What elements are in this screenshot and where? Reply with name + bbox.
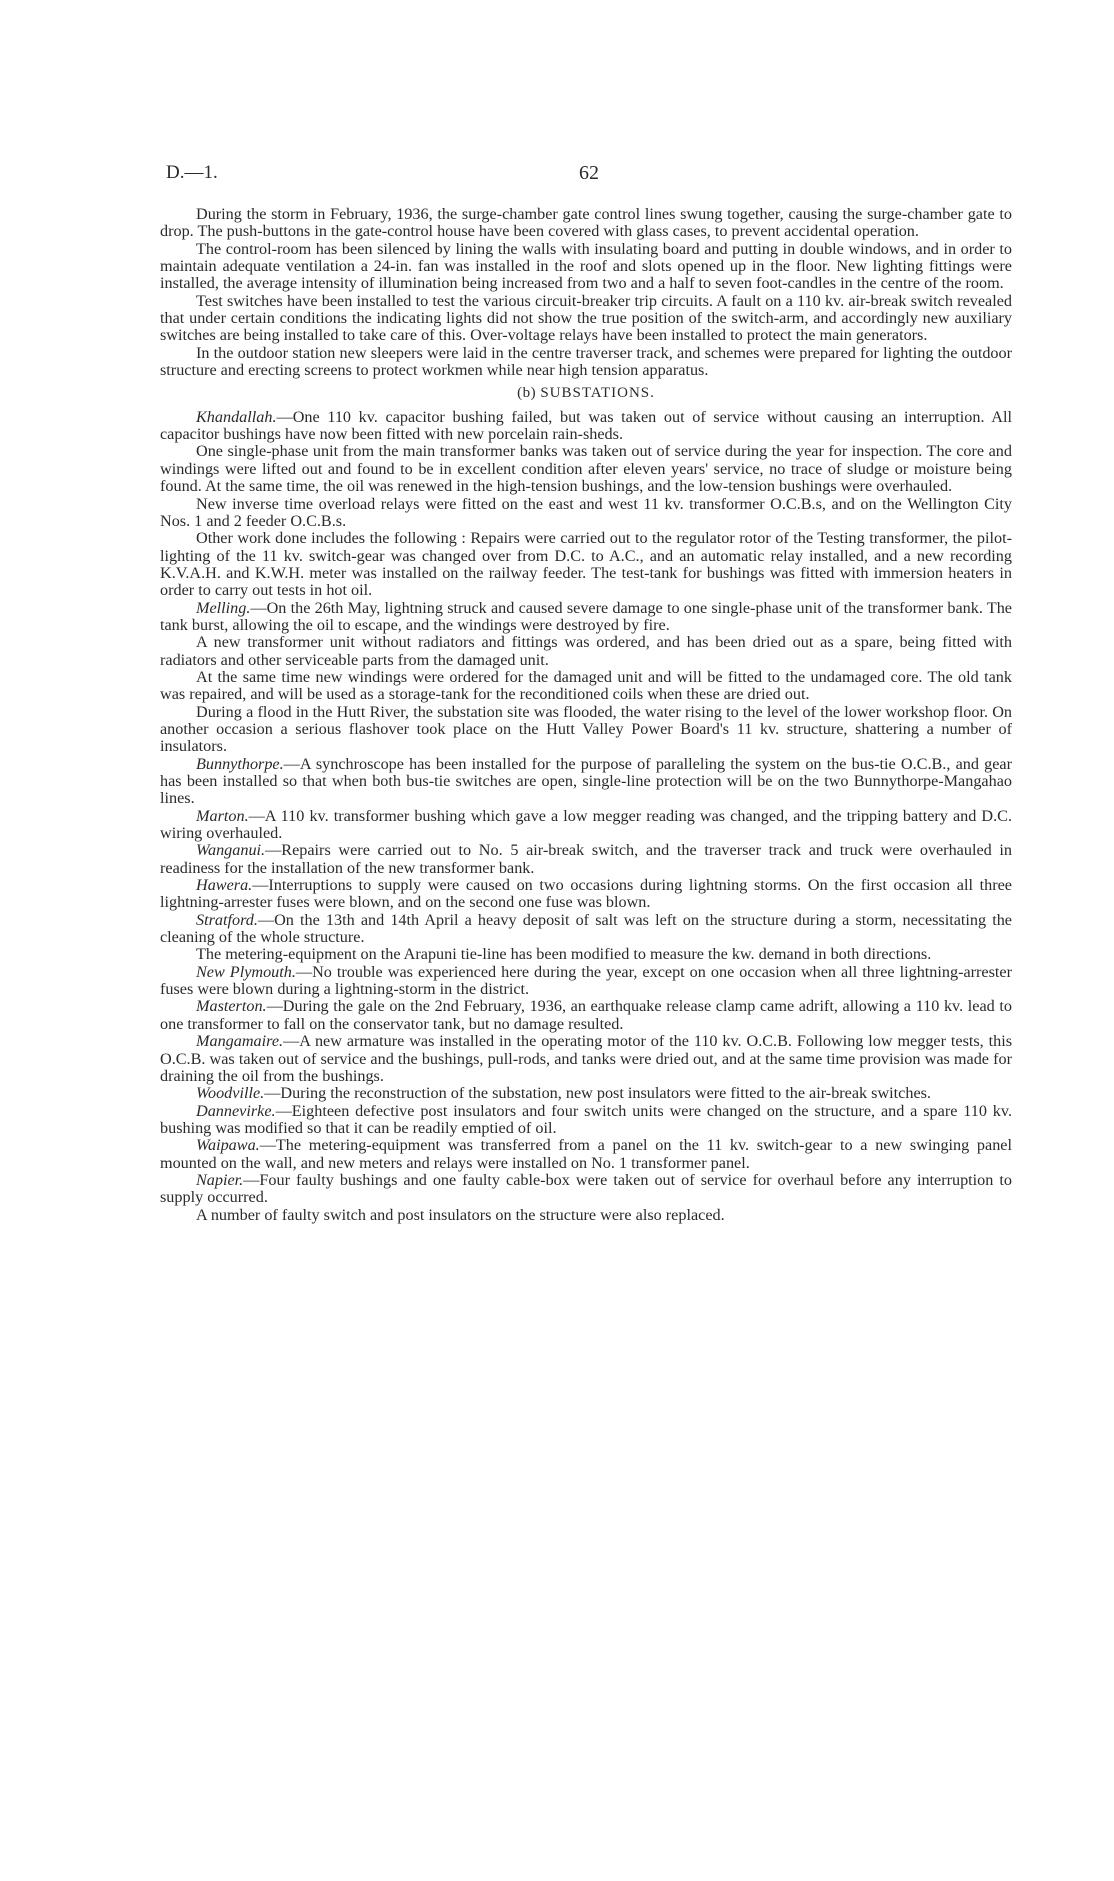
paragraph-text: —No trouble was experienced here during the year, except on one occasion when all three lightning-arrester fuses were blown during a lightning-storm in the district. bbox=[160, 962, 1012, 999]
substation-name: New Plymouth. bbox=[196, 962, 296, 981]
paragraph bbox=[160, 600, 1012, 635]
section-heading-title: SUBSTATIONS. bbox=[540, 385, 655, 402]
paragraph-text: —A new armature was installed in the operating motor of the 110 kv. O.C.B. Following low megger tests, this O.C.B. was taken out of service and the bushings, pull-rods, and tanks were dried out, and at the same time provision was made for draining the oil from the bushings. bbox=[160, 1032, 1012, 1085]
page-number: 62 bbox=[579, 162, 599, 184]
paragraph bbox=[160, 842, 1012, 877]
paragraph bbox=[160, 946, 1012, 963]
paragraph bbox=[160, 1103, 1012, 1138]
paragraph bbox=[160, 1207, 1012, 1224]
paragraph-text: —One 110 kv. capacitor bushing failed, but was taken out of service without causing an interruption. All capacitor bushings have now been fitted with new porcelain rain-sheds. bbox=[160, 407, 1012, 444]
paragraph-text: A new transformer unit without radiators and fittings was ordered, and has been dried out as a spare, being fitted with radiators and other serviceable parts from the damaged unit. bbox=[160, 633, 1012, 669]
substation-name: Waipawa. bbox=[196, 1136, 260, 1155]
paragraph-text: Other work done includes the following : Repairs were carried out to the regulator rotor of the Testing transformer, the pilot-lighting of the 11 kv. switch-gear was changed over from D.C. to A.C., and an automatic relay installed, and a new recording K.V.A.H. and K.W.H. meter was installed on the railway feeder. The test-tank for bushings was fitted with immersion heaters in order to carry out tests in hot oil. bbox=[160, 529, 1012, 600]
paragraph bbox=[160, 1137, 1012, 1172]
paragraph-text: —A synchroscope has been installed for the purpose of paralleling the system on the bus-tie O.C.B., and gear has been installed so that when both bus-tie switches are open, single-line protection will be on the two Bunnythorpe-Mangahao lines. bbox=[160, 754, 1012, 808]
paragraph-text: —Four faulty bushings and one faulty cable-box were taken out of service for overhaul before any interruption to supply occurred. bbox=[160, 1170, 1012, 1207]
paragraph bbox=[160, 496, 1012, 531]
paragraph-text: —During the gale on the 2nd February, 1936, an earthquake release clamp came adrift, allowing a 110 kv. lead to one transformer to fall on the conservator tank, but no damage resulted. bbox=[160, 997, 1012, 1033]
paragraph-text: —The metering-equipment was transferred from a panel on the 11 kv. switch-gear to a new swinging panel mounted on the wall, and new meters and relays were installed on No. 1 transformer panel. bbox=[160, 1136, 1012, 1172]
paragraph-text: —During the reconstruction of the substation, new post insulators were fitted to the air-break switches. bbox=[264, 1084, 931, 1103]
document-reference: D.—1. bbox=[166, 162, 218, 183]
paragraph bbox=[160, 704, 1012, 756]
paragraph bbox=[160, 998, 1012, 1033]
paragraph-text: New inverse time overload relays were fitted on the east and west 11 kv. transformer O.C.B.s, and on the Wellington City Nos. 1 and 2 feeder O.C.B.s. bbox=[160, 494, 1012, 530]
paragraph: Test switches have been installed to test the various circuit-breaker trip circuits. A fault on a 110 kv. air-break switch revealed that under certain conditions the indicating lights did not show the true position of the switch-arm, and accordingly new auxiliary switches are being installed to take care of this. Over-voltage relays have been installed to protect the main generators. bbox=[160, 291, 1012, 345]
paragraph bbox=[160, 1172, 1012, 1207]
substation-name: Napier. bbox=[196, 1170, 244, 1189]
paragraph-text: —On the 26th May, lightning struck and caused severe damage to one single-phase unit of the transformer bank. The tank burst, allowing the oil to escape, and the windings were destroyed by fire. bbox=[160, 598, 1012, 634]
substation-name: Khandallah. bbox=[196, 407, 277, 426]
paragraphs-before-section bbox=[160, 206, 1012, 379]
substation-name: Stratford. bbox=[196, 910, 258, 929]
paragraph bbox=[160, 877, 1012, 912]
paragraph bbox=[160, 756, 1012, 808]
substation-name: Marton. bbox=[196, 806, 249, 825]
paragraph: During the storm in February, 1936, the surge-chamber gate control lines swung together, causing the surge-chamber gate to drop. The push-buttons in the gate-control house have been covered with glass cases, to prevent accidental operation. bbox=[160, 205, 1012, 241]
section-heading-label: (b) bbox=[517, 385, 537, 402]
paragraph bbox=[160, 808, 1012, 843]
section-heading bbox=[160, 385, 1012, 402]
paragraph bbox=[160, 409, 1012, 444]
paragraph bbox=[160, 1033, 1012, 1085]
substation-name: Woodville. bbox=[196, 1084, 265, 1103]
paragraph-text: —Repairs were carried out to No. 5 air-break switch, and the traverser track and truck were overhauled in readiness for the installation of the new transformer bank. bbox=[160, 841, 1012, 877]
paragraph bbox=[160, 912, 1012, 947]
paragraph: The control-room has been silenced by lining the walls with insulating board and putting in double windows, and in order to maintain adequate ventilation a 24-in. fan was installed in the roof and slots opened up in the floor. New lighting fittings were installed, the average intensity of illumination being increased from two and a half to seven foot-candles in the centre of the room. bbox=[160, 239, 1012, 293]
substation-name: Wanganui. bbox=[196, 841, 266, 860]
paragraphs-after-section bbox=[160, 409, 1012, 1224]
paragraph bbox=[160, 443, 1012, 495]
page-header bbox=[166, 162, 1012, 188]
substation-name: Dannevirke. bbox=[196, 1101, 276, 1120]
paragraph bbox=[160, 964, 1012, 999]
paragraph-text: One single-phase unit from the main transformer banks was taken out of service during the year for inspection. The core and windings were lifted out and found to be in excellent condition after eleven years' service, no trace of sludge or moisture being found. At the same time, the oil was renewed in the high-tension bushings, and the low-tension bushings were overhauled. bbox=[160, 442, 1012, 496]
paragraph-text: —Eighteen defective post insulators and four switch units were changed on the structure, and a spare 110 kv. bushing was modified so that it can be readily emptied of oil. bbox=[160, 1101, 1012, 1137]
paragraph: In the outdoor station new sleepers were laid in the centre traverser track, and schemes were prepared for lighting the outdoor structure and erecting screens to protect workmen while near high tension apparatus. bbox=[160, 343, 1012, 380]
paragraph-text: —Interruptions to supply were caused on two occasions during lightning storms. On the first occasion all three lightning-arrester fuses were blown, and on the second one fuse was blown. bbox=[160, 876, 1012, 912]
substation-name: Mangamaire. bbox=[196, 1032, 284, 1051]
paragraph-text: —On the 13th and 14th April a heavy deposit of salt was left on the structure during a storm, necessitating the cleaning of the whole structure. bbox=[160, 910, 1012, 947]
substation-name: Melling. bbox=[196, 598, 251, 617]
paragraph-text: At the same time new windings were ordered for the damaged unit and will be fitted to the undamaged core. The old tank was repaired, and will be used as a storage-tank for the reconditioned coils when these are dried out. bbox=[160, 667, 1012, 704]
paragraph bbox=[160, 1085, 1012, 1102]
paragraph bbox=[160, 530, 1012, 599]
paragraph-text: —A 110 kv. transformer bushing which gave a low megger reading was changed, and the tripping battery and D.C. wiring overhauled. bbox=[160, 806, 1012, 843]
substation-name: Masterton. bbox=[196, 997, 267, 1016]
paragraph bbox=[160, 669, 1012, 704]
page-body bbox=[160, 206, 1012, 1224]
paragraph-text: A number of faulty switch and post insulators on the structure were also replaced. bbox=[196, 1205, 725, 1224]
substation-name: Hawera. bbox=[196, 876, 253, 895]
paragraph bbox=[160, 634, 1012, 669]
substation-name: Bunnythorpe. bbox=[196, 754, 284, 773]
paragraph-text: The metering-equipment on the Arapuni tie-line has been modified to measure the kw. demand in both directions. bbox=[196, 945, 932, 964]
paragraph-text: During a flood in the Hutt River, the substation site was flooded, the water rising to the level of the lower workshop floor. On another occasion a serious flashover took place on the Hutt Valley Power Board's 11 kv. structure, shattering a number of insulators. bbox=[160, 702, 1012, 756]
